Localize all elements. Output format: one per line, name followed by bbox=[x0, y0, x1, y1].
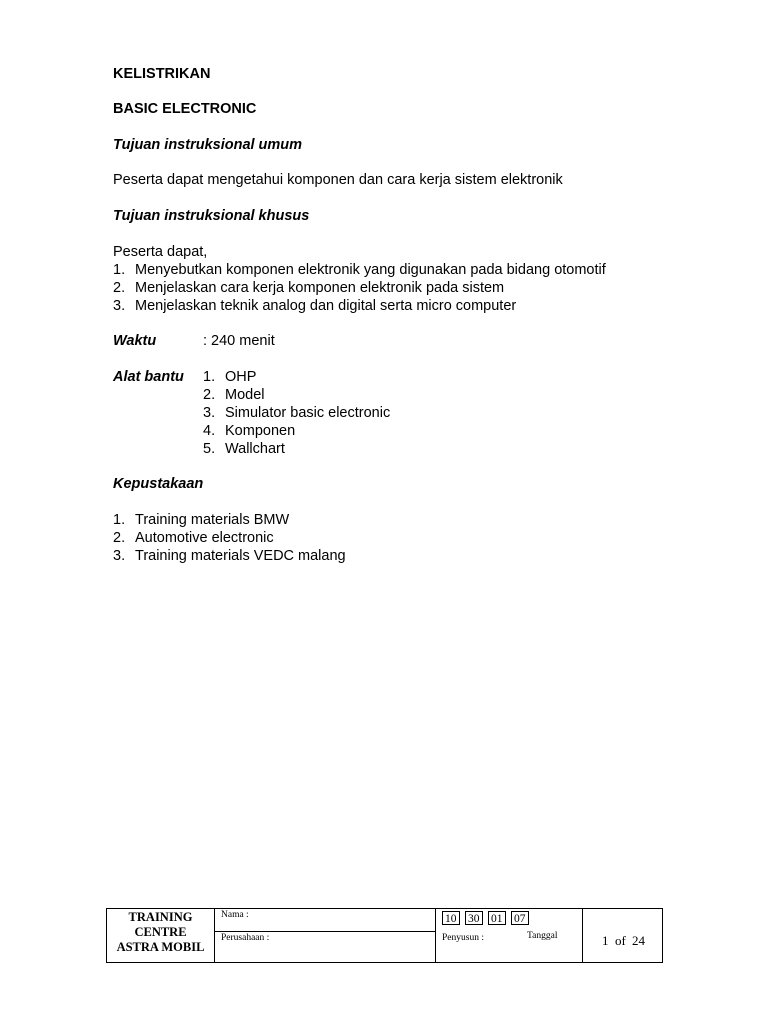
date-cell bbox=[436, 909, 583, 962]
tik-list bbox=[113, 261, 606, 315]
alat-bantu-label: Alat bantu bbox=[113, 369, 184, 385]
perusahaan-label: Perusahaan : bbox=[221, 933, 270, 943]
kepustakaan-list bbox=[113, 511, 346, 565]
tiu-heading: Tujuan instruksional umum bbox=[113, 137, 303, 153]
tanggal-label: Tanggal bbox=[527, 931, 558, 941]
org-line: ASTRA MOBIL bbox=[116, 940, 205, 954]
list-item: 3. Menjelaskan teknik analog dan digital serta micro computer bbox=[113, 298, 517, 314]
list-item: 1. OHP bbox=[203, 369, 257, 385]
date-box-4: 07 bbox=[511, 911, 529, 925]
date-box-2: 30 bbox=[465, 911, 483, 925]
footer-table bbox=[106, 908, 663, 963]
waktu-label: Waktu bbox=[113, 333, 157, 349]
tiu-text: Peserta dapat mengetahui komponen dan cara kerja sistem elektronik bbox=[113, 172, 563, 188]
list-item: 3. Training materials VEDC malang bbox=[113, 548, 346, 564]
name-company-cell bbox=[215, 909, 436, 962]
list-item: 3. Simulator basic electronic bbox=[203, 405, 391, 421]
kepustakaan-heading: Kepustakaan bbox=[113, 476, 204, 492]
document-title: KELISTRIKAN bbox=[113, 66, 211, 82]
nama-row bbox=[215, 909, 435, 932]
list-item: 2. Model bbox=[203, 387, 265, 403]
org-line: TRAINING bbox=[128, 910, 193, 924]
organization-cell bbox=[107, 909, 215, 962]
list-item: 1. Training materials BMW bbox=[113, 512, 290, 528]
tik-heading: Tujuan instruksional khusus bbox=[113, 208, 310, 224]
page-number-cell bbox=[583, 909, 663, 962]
list-item: 4. Komponen bbox=[203, 423, 296, 439]
penyusun-label: Penyusun : bbox=[442, 933, 484, 943]
page-of: of bbox=[615, 933, 626, 948]
page-current: 1 bbox=[602, 933, 609, 948]
date-box-3: 01 bbox=[488, 911, 506, 925]
document-subtitle: BASIC ELECTRONIC bbox=[113, 101, 257, 117]
page-total: 24 bbox=[632, 933, 645, 948]
list-item: 2. Automotive electronic bbox=[113, 530, 274, 546]
date-box-1: 10 bbox=[442, 911, 460, 925]
waktu-value: : 240 menit bbox=[203, 333, 275, 349]
list-item: 1. Menyebutkan komponen elektronik yang digunakan pada bidang otomotif bbox=[113, 262, 606, 278]
tik-intro: Peserta dapat, bbox=[113, 244, 208, 260]
list-item: 2. Menjelaskan cara kerja komponen elektronik pada sistem bbox=[113, 280, 505, 296]
alat-bantu-list bbox=[203, 368, 390, 458]
org-line: CENTRE bbox=[134, 925, 187, 939]
list-item: 5. Wallchart bbox=[203, 441, 285, 457]
nama-label: Nama : bbox=[221, 910, 249, 920]
